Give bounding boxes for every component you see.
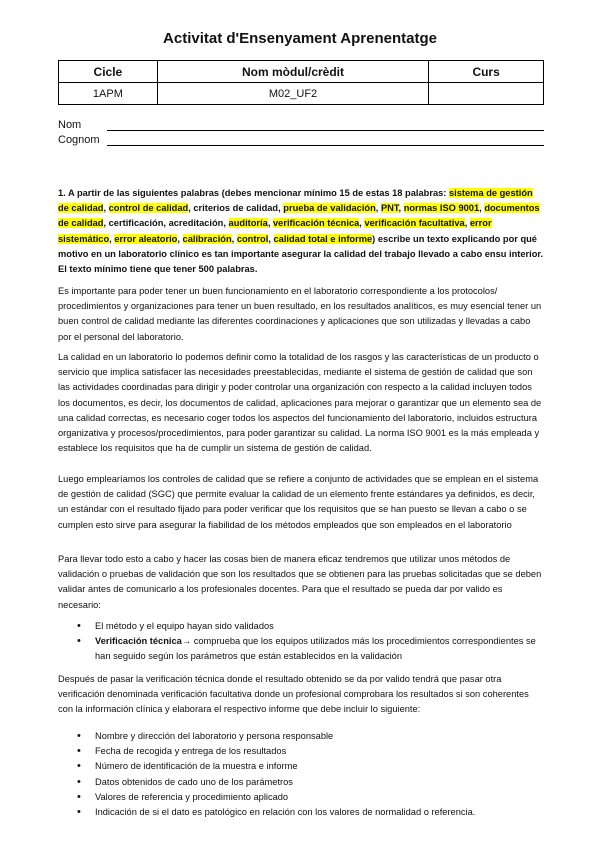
keyword-term: verificación técnica (272, 218, 360, 229)
list-item: • Fecha de recogida y entrega de los resultados (58, 744, 544, 759)
list-item: • Indicación de si el dato es patológico en relación con los valores de normalidad o referencia. (58, 805, 544, 820)
table-header-row (59, 61, 544, 83)
paragraph-quality-control: Luego emplearíamos los controles de calidad que se refiere a conjunto de actividades que se emplean en el sistema de gestión de calidad (SGC) que permite evaluar la calidad de un elemento frente estándares ya definidos, es decir, un estándar con el resultado fijado para poder verificar que los requisitos que se han puesto se llevan a cabo o se cumplen esto sirve para asegurar la fiabilidad de los métodos empleados que son empleados en el laboratorio (58, 474, 539, 530)
list-item (58, 634, 544, 664)
keyword-term: acreditación (168, 218, 224, 229)
list-item-text: comprueba que los equipos utilizados más los procedimientos correspondientes se han seguido según los parámetros que están establecidos en la validación (95, 636, 536, 662)
surname-label: Cognom (58, 134, 100, 146)
question-statement (58, 186, 544, 277)
page-title: Activitat d'Ensenyament Aprenentatge (163, 30, 437, 47)
keyword-term: control (236, 233, 269, 244)
keyword-term: error aleatorio (114, 233, 178, 244)
keyword-term: sistema de gestión de calidad (58, 188, 533, 214)
cell-module: M02_UF2 (157, 83, 428, 105)
arrow-icon: → (181, 636, 192, 647)
keyword-term: calibración (182, 233, 232, 244)
paragraph-intro: Es importante para poder tener un buen funcionamiento en el laboratorio correspondiente a los protocolos/ procedimientos y organizaciones para tener un buen resultado, en los resultados analíticos, es muy esencial tener un buen control de calidad mediante las diferentes coordinaciones y aplicaciones que son utilizadas y llevadas a cabo por el personal del laboratorio. (58, 286, 542, 342)
validation-list (58, 619, 544, 665)
keyword-term: auditoría (228, 218, 268, 229)
question-outro: escribe un texto explicando por qué motivo en un laboratorio clínico es tan importante asegurar la calidad del trabajo llevado a cabo ensu interior. El texto mínimo tiene que tener 500 palabras. (58, 233, 544, 275)
cell-cicle: 1APM (59, 83, 158, 105)
keyword-term: control de calidad (108, 203, 189, 214)
question-number: 1. (58, 188, 66, 198)
paragraph-verification: Después de pasar la verificación técnica donde el resultado obtenido se da por valido tendrá que pasar otra verificación denominada verificación facultativa donde un profesional comprobara los resultados si son coherentes con la información clínica y elaborara el respectivo informe que debe incluir lo siguiente: (58, 674, 529, 715)
list-item-bold: Verificación técnica (95, 636, 182, 647)
question-terms: sistema de gestión de calidad, control de calidad, criterios de calidad, prueba de validación, PNT, normas ISO 9001, documentos de calidad, certificación, acreditación, auditoría, verificación técnica, verificación facultativa, error sistemático, error aleatorio, calibración, control, calidad total e informe) (58, 188, 540, 244)
paragraph-validation: Para llevar todo esto a cabo y hacer las cosas bien de manera eficaz tendremos que utilizar unos métodos de validación o pruebas de validación que son los resultados que se obtienen para las pruebas solicitadas que se deben validar antes de comunicarlo a los profesionales docentes. Para que el resultado se pueda dar por valido es necesario: (58, 554, 542, 610)
keyword-term: error sistemático (58, 218, 492, 244)
keyword-term: criterios de calidad (193, 203, 279, 214)
list-item: • Número de identificación de la muestra e informe (58, 759, 544, 774)
question-intro: A partir de las siguientes palabras (debes mencionar mínimo 15 de estas 18 palabras: (65, 188, 449, 198)
list-item: • Valores de referencia y procedimiento aplicado (58, 790, 544, 805)
keyword-term: documentos de calidad (58, 203, 540, 229)
list-item: • Nombre y dirección del laboratorio y persona responsable (58, 729, 544, 744)
name-label: Nom (58, 119, 82, 131)
keyword-term: certificación (108, 218, 164, 229)
header-module: Nom mòdul/crèdit (157, 61, 428, 83)
table-row (59, 83, 544, 105)
keyword-term: calidad total e informe (273, 233, 373, 244)
paragraph-quality-definition: La calidad en un laboratorio lo podemos definir como la totalidad de los rasgos y las características de un producto o servicio que implica satisfacer las necesidades preestablecidas, mediante el sistema de gestión de calidad que son las actividades coordinadas para dirigir y poder controlar una organización con respecto a la calidad incluyen todos los documentos, es decir, los documentos de calidad, aplicaciones para mejorar o garantizar que un elemento sea de una calidad correctas, es necesario coger todos los aspectos del funcionamiento del laboratorio, incluidos estructura organizativa y procesos/procedimientos, para poder garantizar su calidad. La norma ISO 9001 es la más empleada y establece los requisitos que ha de cumplir un sistema de gestión de calidad. (58, 352, 542, 454)
header-curs: Curs (429, 61, 544, 83)
list-item: • El método y el equipo hayan sido validados (58, 619, 544, 634)
surname-line (107, 145, 544, 146)
keyword-term: prueba de validación (283, 203, 376, 214)
keyword-term: normas ISO 9001 (403, 203, 480, 214)
name-line (107, 130, 544, 131)
keyword-term: verificación facultativa (364, 218, 465, 229)
course-info-table (58, 60, 544, 105)
cell-curs (429, 83, 544, 105)
keyword-term: PNT (380, 203, 399, 214)
list-item: • Datos obtenidos de cado uno de los parámetros (58, 775, 544, 790)
report-contents-list (58, 729, 544, 820)
header-cicle: Cicle (59, 61, 158, 83)
